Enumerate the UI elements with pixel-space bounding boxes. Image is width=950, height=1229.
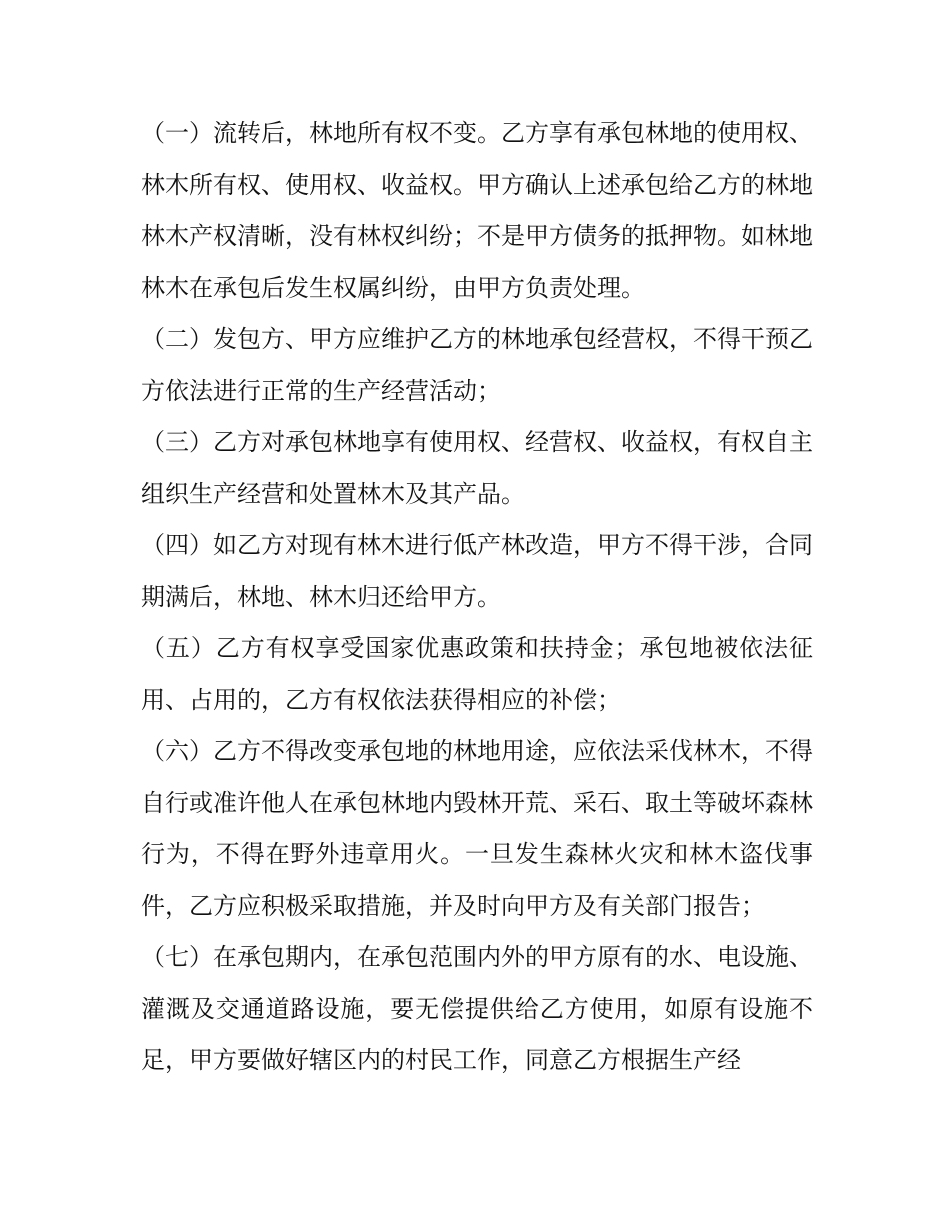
- document-body: [141, 108, 813, 1087]
- clause-6: （六）乙方不得改变承包地的林地用途，应依法采伐林木，不得自行或准许他人在承包林地内毁林开荒、采石、取土等破坏森林行为，不得在野外违章用火。一旦发生森林火灾和林木盗伐事件，乙方应积极采取措施，并及时向甲方及有关部门报告；: [141, 737, 813, 920]
- clause-5: （五）乙方有权享受国家优惠政策和扶持金；承包地被依法征用、占用的，乙方有权依法获得相应的补偿；: [141, 634, 813, 714]
- clause-1: （一）流转后，林地所有权不变。乙方享有承包林地的使用权、林木所有权、使用权、收益权。甲方确认上述承包给乙方的林地林木产权清晰，没有林权纠纷；不是甲方债务的抵押物。如林地林木在承包后发生权属纠纷，由甲方负责处理。: [141, 119, 813, 302]
- clause-7: （七）在承包期内，在承包范围内外的甲方原有的水、电设施、灌溉及交通道路设施，要无偿提供给乙方使用，如原有设施不足，甲方要做好辖区内的村民工作，同意乙方根据生产经: [141, 943, 813, 1074]
- clause-2: （二）发包方、甲方应维护乙方的林地承包经营权，不得干预乙方依法进行正常的生产经营活动；: [141, 325, 813, 405]
- clause-3: （三）乙方对承包林地享有使用权、经营权、收益权，有权自主组织生产经营和处置林木及其产品。: [141, 428, 813, 508]
- clause-4: （四）如乙方对现有林木进行低产林改造，甲方不得干涉，合同期满后，林地、林木归还给甲方。: [141, 531, 813, 611]
